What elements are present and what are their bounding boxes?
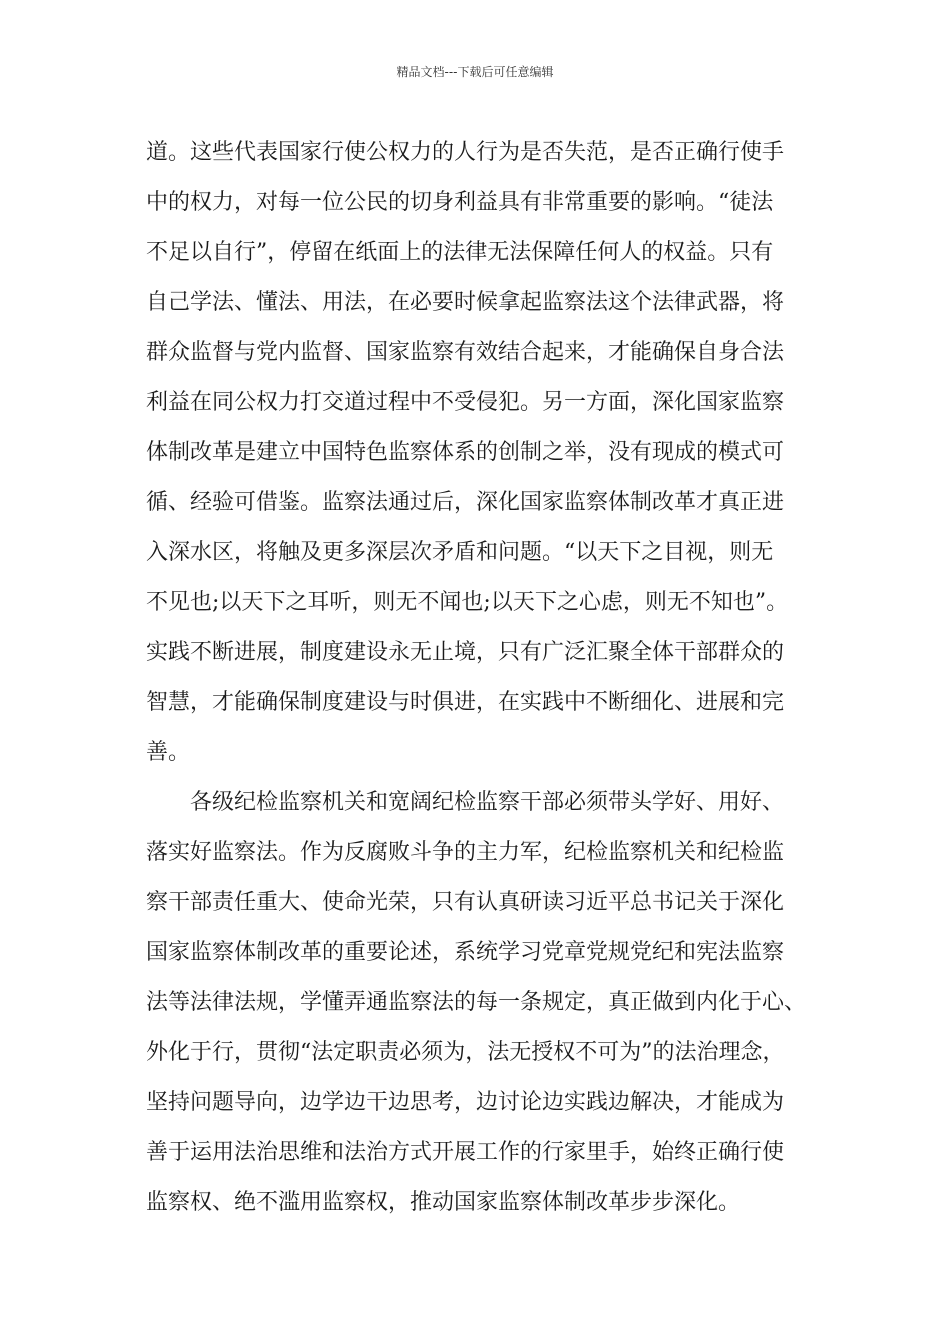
text-line: 法等法律法规，学懂弄通监察法的每一条规定，真正做到内化于心、 bbox=[146, 990, 807, 1015]
text-line: 体制改革是建立中国特色监察体系的创制之举，没有现成的模式可 bbox=[146, 440, 785, 465]
text-line: 自己学法、懂法、用法，在必要时候拿起监察法这个法律武器，将 bbox=[146, 290, 785, 315]
text-line: 不足以自行”，停留在纸面上的法律无法保障任何人的权益。只有 bbox=[146, 240, 774, 265]
text-line: 循、经验可借鉴。监察法通过后，深化国家监察体制改革才真正进 bbox=[146, 490, 785, 515]
text-line: 监察权、绝不滥用监察权，推动国家监察体制改革步步深化。 bbox=[146, 1190, 741, 1215]
text-line: 落实好监察法。作为反腐败斗争的主力军，纪检监察机关和纪检监 bbox=[146, 840, 785, 865]
text-line: 国家监察体制改革的重要论述，系统学习党章党规党纪和宪法监察 bbox=[146, 940, 785, 965]
text-line: 外化于行，贯彻“法定职责必须为，法无授权不可为”的法治理念， bbox=[146, 1040, 785, 1065]
text-line-first: 各级纪检监察机关和宽阔纪检监察干部必须带头学好、用好、 bbox=[190, 790, 785, 815]
text-line: 善于运用法治思维和法治方式开展工作的行家里手，始终正确行使 bbox=[146, 1140, 785, 1165]
text-line: 中的权力，对每一位公民的切身利益具有非常重要的影响。“徒法 bbox=[146, 190, 774, 215]
text-line: 道。这些代表国家行使公权力的人行为是否失范，是否正确行使手 bbox=[146, 140, 785, 165]
text-line: 群众监督与党内监督、国家监察有效结合起来，才能确保自身合法 bbox=[146, 340, 785, 365]
page-header: 精品文档---下载后可任意编辑 bbox=[396, 65, 554, 79]
document-body bbox=[146, 128, 816, 1228]
text-line: 坚持问题导向，边学边干边思考，边讨论边实践边解决，才能成为 bbox=[146, 1090, 785, 1115]
text-line: 善。 bbox=[146, 740, 191, 765]
text-line: 智慧，才能确保制度建设与时俱进，在实践中不断细化、进展和完 bbox=[146, 690, 785, 715]
paragraph-1 bbox=[146, 128, 816, 778]
text-line: 入深水区，将触及更多深层次矛盾和问题。“以天下之目视，则无 bbox=[146, 540, 774, 565]
text-line: 利益在同公权力打交道过程中不受侵犯。另一方面，深化国家监察 bbox=[146, 390, 785, 415]
text-line: 不见也;以天下之耳听，则无不闻也;以天下之心虑，则无不知也”。 bbox=[146, 590, 789, 615]
text-line: 察干部责任重大、使命光荣，只有认真研读习近平总书记关于深化 bbox=[146, 890, 785, 915]
paragraph-2 bbox=[146, 778, 816, 1228]
text-line: 实践不断进展，制度建设永无止境，只有广泛汇聚全体干部群众的 bbox=[146, 640, 785, 665]
